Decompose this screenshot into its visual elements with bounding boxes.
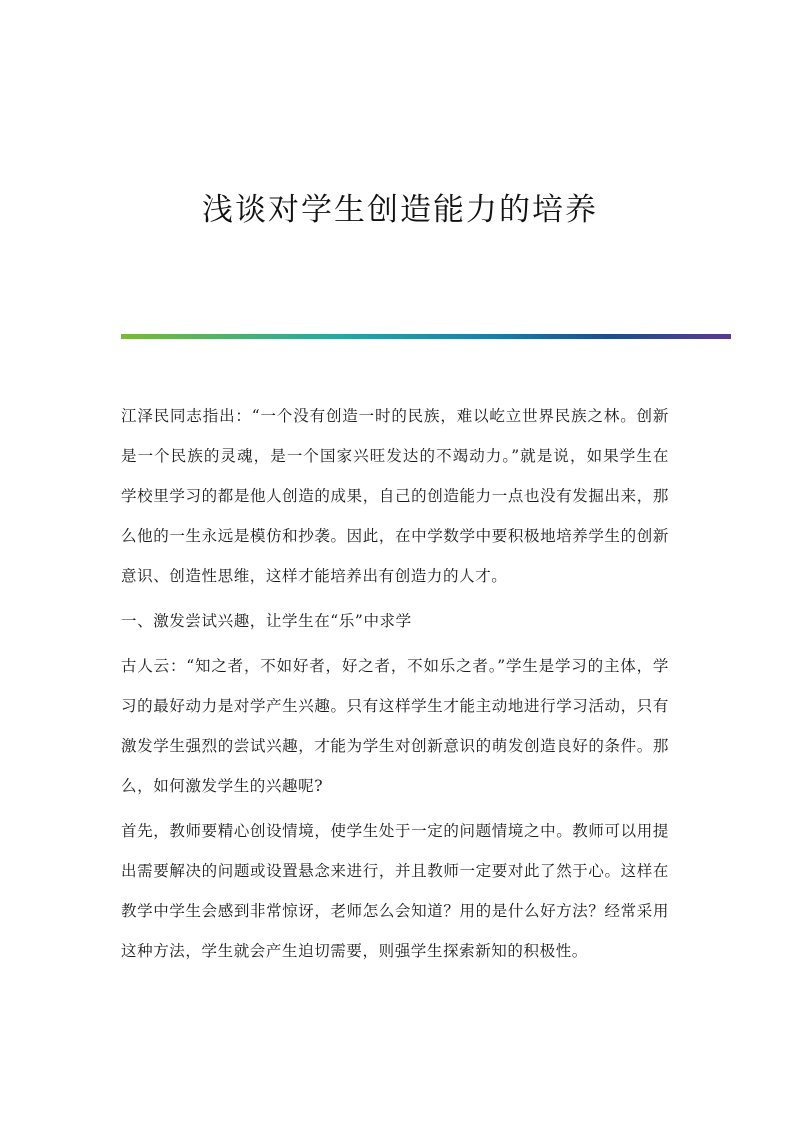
page-title: 浅谈对学生创造能力的培养: [202, 192, 598, 228]
paragraph-first: 首先，教师要精心创设情境，使学生处于一定的问题情境之中。教师可以用提出需要解决的问题或设置悬念来进行，并且教师一定要对此了然于心。这样在教学中学生会感到非常惊讶，老师怎么会知道？用的是什么好方法？经常采用这种方法，学生就会产生迫切需要，则强学生探索新知的积极性。: [121, 822, 669, 960]
document-body: [121, 396, 669, 976]
section-heading-1: 一、激发尝试兴趣，让学生在“乐”中求学: [121, 612, 412, 630]
paragraph-intro: 江泽民同志指出：“一个没有创造一时的民族，难以屹立世界民族之林。创新是一个民族的灵魂，是一个国家兴旺发达的不竭动力。”就是说，如果学生在学校里学习的都是他人创造的成果，自己的创造能力一点也没有发掘出来，那么他的一生永远是模仿和抄袭。因此，在中学数学中要积极地培养学生的创新意识、创造性思维，这样才能培养出有创造力的人才。: [121, 407, 669, 585]
paragraph-interest: 古人云：“知之者，不如好者，好之者，不如乐之者。”学生是学习的主体，学习的最好动力是对学产生兴趣。只有这样学生才能主动地进行学习活动，只有激发学生强烈的尝试兴趣，才能为学生对创新意识的萌发创造良好的条件。那么，如何激发学生的兴趣呢?: [121, 657, 669, 795]
title-divider: [121, 334, 731, 339]
